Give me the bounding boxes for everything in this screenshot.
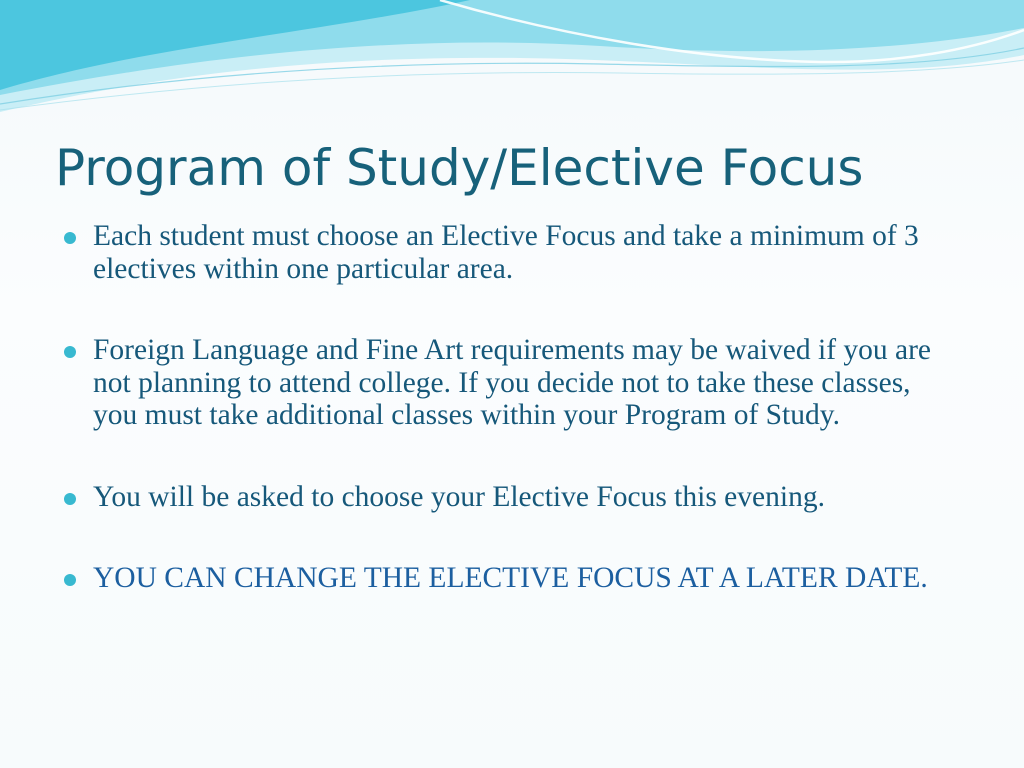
bullet-dot-icon: [64, 232, 76, 244]
bullet-text: Foreign Language and Fine Art requirements may be waived if you are not planning to attend college. If you decide not to take these classes, you must take additional classes within your Program of Study.: [93, 334, 932, 431]
bullet-item: [62, 481, 962, 514]
slide-title: Program of Study/Elective Focus: [55, 139, 864, 197]
bullet-item: [62, 562, 962, 595]
header-wave-graphic: [0, 0, 1024, 130]
bullet-item: [62, 334, 962, 432]
bullet-text: Each student must choose an Elective Focus and take a minimum of 3 electives within one particular area.: [93, 220, 919, 285]
bullet-dot-icon: [64, 574, 76, 586]
bullet-text: You will be asked to choose your Elective Focus this evening.: [93, 480, 825, 513]
bullet-text: YOU CAN CHANGE THE ELECTIVE FOCUS AT A LATER DATE.: [93, 562, 928, 594]
bullet-item: [62, 220, 962, 285]
bullet-list: [62, 220, 962, 644]
bullet-dot-icon: [64, 493, 76, 505]
bullet-dot-icon: [64, 346, 76, 358]
